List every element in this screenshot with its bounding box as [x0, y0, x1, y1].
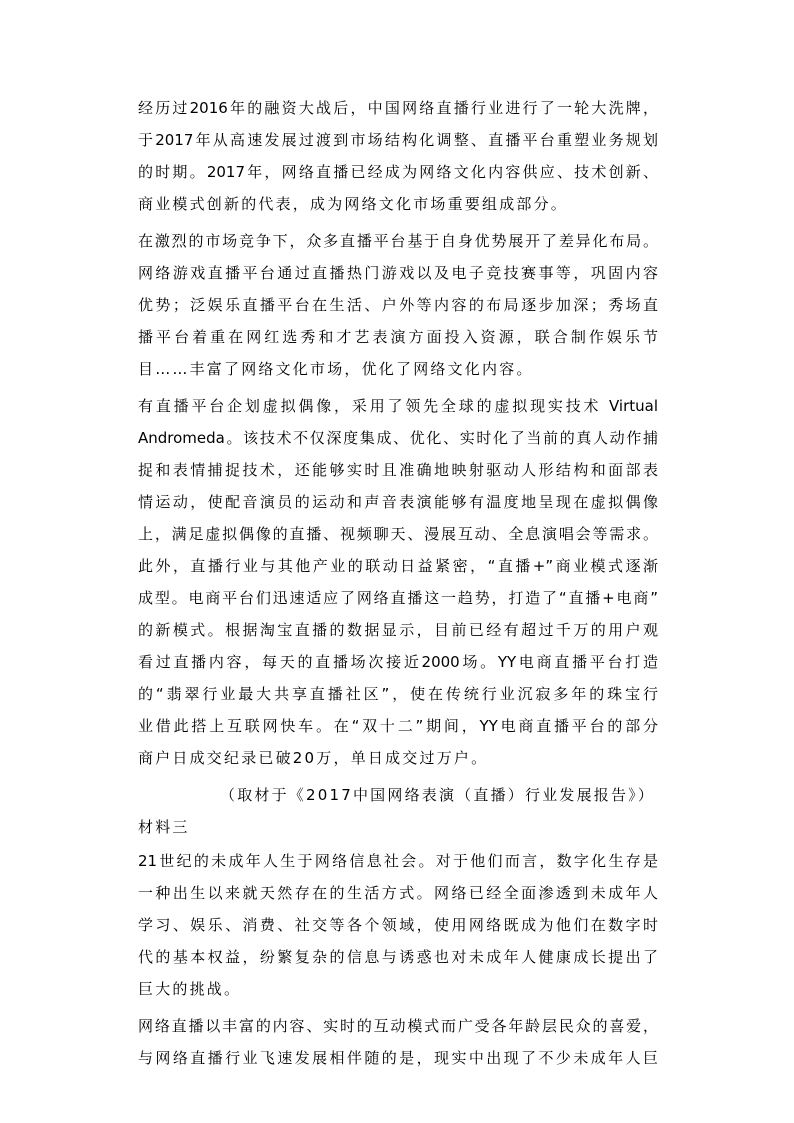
text-line: 业借此搭上互联网快车。在“双十二”期间，YY电商直播平台的部分 — [138, 717, 658, 735]
text-line: 上，满足虚拟偶像的直播、视频聊天、漫展互动、全息演唱会等需求。 — [138, 525, 658, 543]
text-line: 经历过2016年的融资大战后，中国网络直播行业进行了一轮大洗牌， — [138, 99, 658, 117]
text-line: 此外，直播行业与其他产业的联动日益紧密，“直播+”商业模式逐渐 — [138, 557, 658, 575]
text-line: 21世纪的未成年人生于网络信息社会。对于他们而言，数字化生存是 — [138, 852, 658, 870]
text-line: 在激烈的市场竞争下，众多直播平台基于自身优势展开了差异化布局。 — [138, 232, 658, 250]
section-heading: 材料三 — [138, 818, 190, 836]
text-line: 学习、娱乐、消费、社交等各个领域，使用网络既成为他们在数字时 — [138, 916, 658, 934]
source-citation: （取材于《2017中国网络表演（直播）行业发展报告》） — [220, 786, 656, 804]
text-line: 的“翡翠行业最大共享直播社区”，使在传统行业沉寂多年的珠宝行 — [138, 685, 658, 703]
text-line: 目……丰富了网络文化市场，优化了网络文化内容。 — [138, 360, 534, 378]
text-line: 成型。电商平台们迅速适应了网络直播这一趋势，打造了“直播+电商” — [138, 589, 658, 607]
text-line: 的时期。2017年，网络直播已经成为网络文化内容供应、技术创新、 — [138, 163, 658, 181]
text-line: 优势；泛娱乐直播平台在生活、户外等内容的布局逐步加深；秀场直 — [138, 296, 658, 314]
text-line: 情运动，使配音演员的运动和声音表演能够有温度地呈现在虚拟偶像 — [138, 493, 658, 511]
text-line: 的新模式。根据淘宝直播的数据显示，目前已经有超过千万的用户观 — [138, 621, 658, 639]
text-line: 一种出生以来就天然存在的生活方式。网络已经全面渗透到未成年人 — [138, 884, 658, 902]
text-line: 与网络直播行业飞速发展相伴随的是，现实中出现了不少未成年人巨 — [138, 1049, 658, 1067]
text-line: 商户日成交纪录已破20万，单日成交过万户。 — [138, 749, 489, 767]
text-line: 巨大的挑战。 — [138, 980, 242, 998]
text-line: 捉和表情捕捉技术，还能够实时且准确地映射驱动人形结构和面部表 — [138, 461, 658, 479]
text-line: 商业模式创新的代表，成为网络文化市场重要组成部分。 — [138, 195, 569, 213]
text-line: 有直播平台企划虚拟偶像，采用了领先全球的虚拟现实技术 Virtual — [138, 397, 658, 415]
text-line: 看过直播内容，每天的直播场次接近2000场。YY电商直播平台打造 — [138, 653, 658, 671]
text-line: Andromeda。该技术不仅深度集成、优化、实时化了当前的真人动作捕 — [138, 429, 658, 447]
text-line: 网络游戏直播平台通过直播热门游戏以及电子竞技赛事等，巩固内容 — [138, 264, 658, 282]
text-line: 网络直播以丰富的内容、实时的互动模式而广受各年龄层民众的喜爱， — [138, 1017, 658, 1035]
text-line: 于2017年从高速发展过渡到市场结构化调整、直播平台重塑业务规划 — [138, 131, 658, 149]
text-line: 播平台着重在网红选秀和才艺表演方面投入资源，联合制作娱乐节 — [138, 328, 658, 346]
text-line: 代的基本权益，纷繁复杂的信息与诱惑也对未成年人健康成长提出了 — [138, 948, 658, 966]
